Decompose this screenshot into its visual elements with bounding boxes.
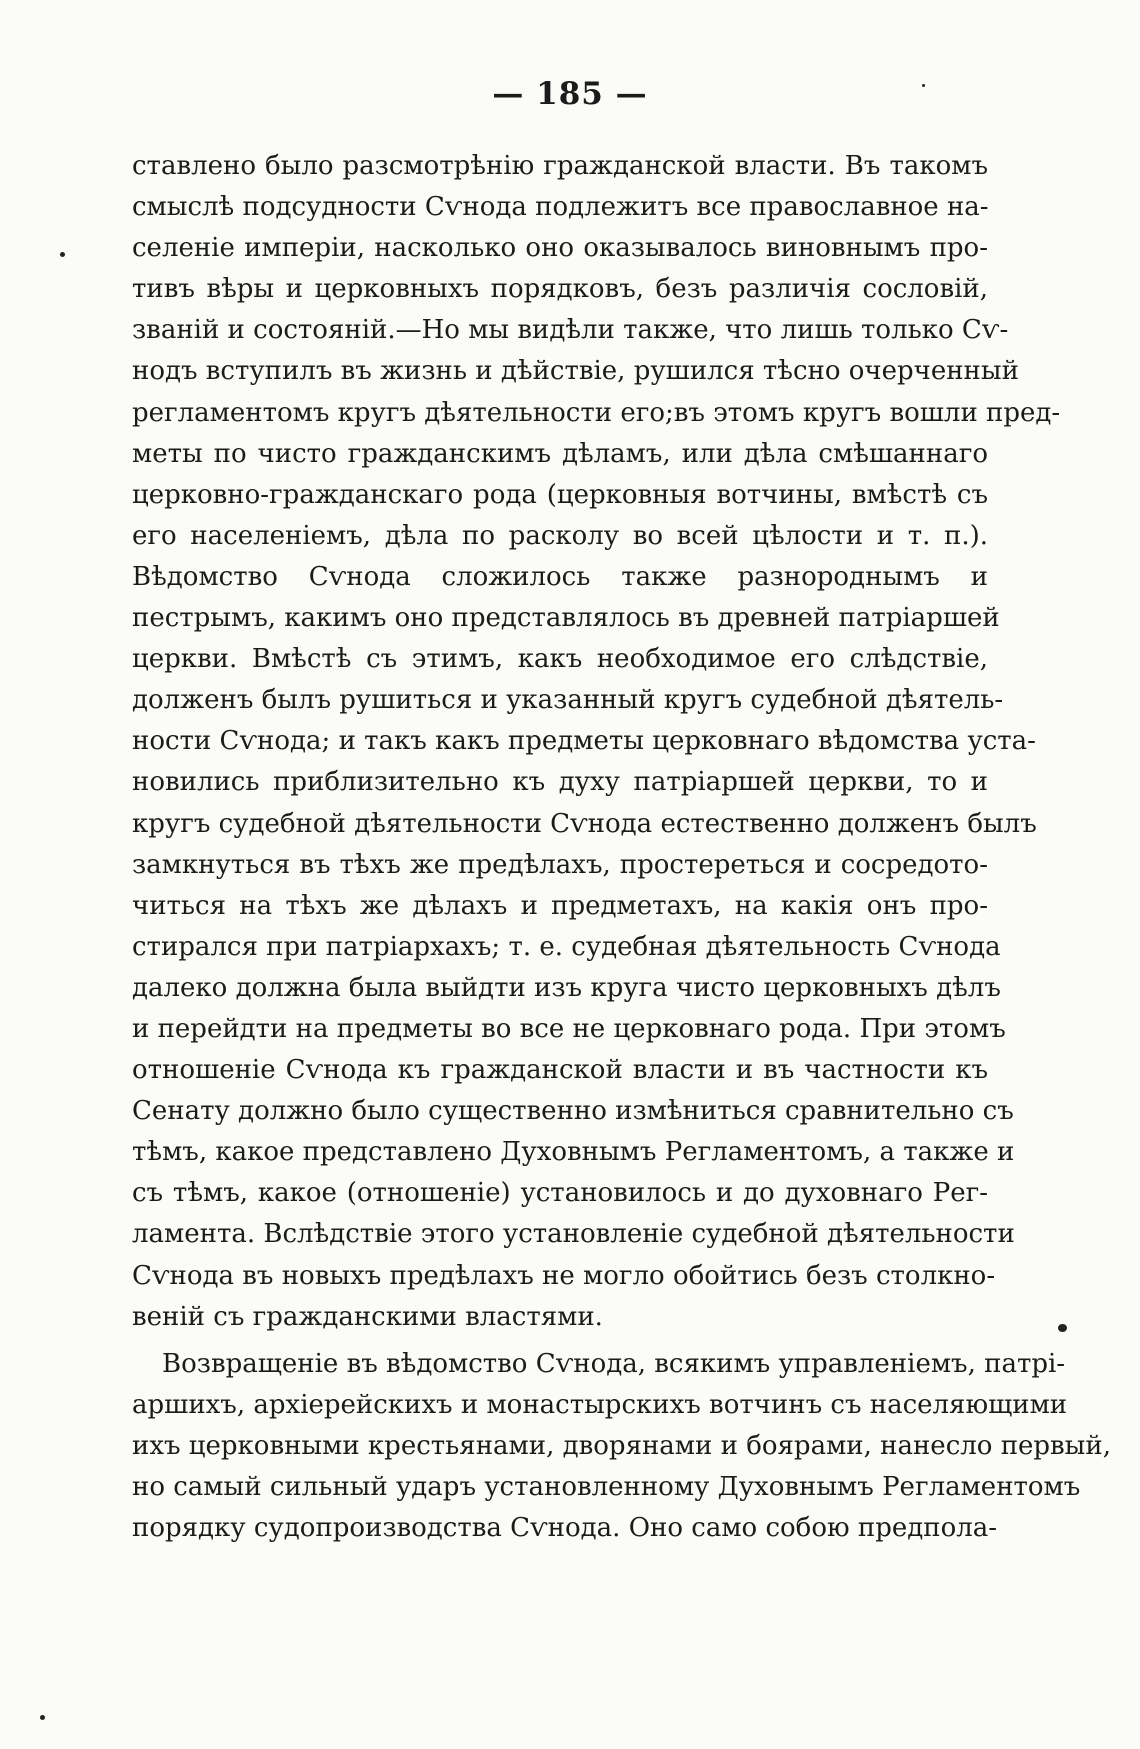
text-line: регламентомъ кругъ дѣятельности его;въ этомъ кругъ вошли пред- xyxy=(132,397,1061,428)
text-line: замкнуться въ тѣхъ же предѣлахъ, простереться и сосредото- xyxy=(132,849,988,880)
text-line: порядку судопроизводства Сѵнода. Оно само собою предпола- xyxy=(132,1513,998,1544)
text-line: Возвращеніе въ вѣдомство Сѵнода, всякимъ управленіемъ, патрі- xyxy=(162,1348,1066,1379)
text-line: ставлено было разсмотрѣнію гражданской власти. Въ такомъ xyxy=(132,151,988,181)
text-line: ихъ церковными крестьянами, дворянами и боярами, нанесло первый, xyxy=(132,1430,1111,1461)
text-line: церковно-гражданскаго рода (церковныя вотчины, вмѣстѣ съ xyxy=(132,479,988,510)
text-line: читься на тѣхъ же дѣлахъ и предметахъ, на какія онъ про- xyxy=(132,890,988,921)
text-line: но самый сильный ударъ установленному Духовнымъ Регламентомъ xyxy=(132,1472,1081,1502)
text-line: съ тѣмъ, какое (отношеніе) установилось и до духовнаго Рег- xyxy=(132,1178,988,1209)
text-line: смыслѣ подсудности Сѵнода подлежитъ все православное на- xyxy=(132,192,989,223)
text-line: пестрымъ, какимъ оно представлялось въ древней патріаршей xyxy=(132,603,1000,634)
print-speck xyxy=(60,252,65,257)
text-line: Вѣдомство Сѵнода сложилось также разнороднымъ и xyxy=(132,561,988,592)
paragraph-2 xyxy=(132,1344,1111,1549)
text-line: его населеніемъ, дѣла по расколу во всей цѣлости и т. п.). xyxy=(132,520,988,551)
print-speck xyxy=(40,1715,45,1720)
print-speck xyxy=(922,84,925,87)
text-line: аршихъ, архіерейскихъ и монастырскихъ вотчинъ съ населяющими xyxy=(132,1389,1068,1420)
page-number: — 185 — xyxy=(492,76,648,112)
text-line: тивъ вѣры и церковныхъ порядковъ, безъ различія сословій, xyxy=(132,274,988,305)
text-line: долженъ былъ рушиться и указанный кругъ судебной дѣятель- xyxy=(132,685,1004,716)
print-speck xyxy=(1058,1324,1067,1332)
text-line: церкви. Вмѣстѣ съ этимъ, какъ необходимое его слѣдствіе, xyxy=(132,644,988,675)
text-line: званій и состояній.—Но мы видѣли также, что лишь только Сѵ- xyxy=(132,315,1009,346)
text-line: ности Сѵнода; и такъ какъ предметы церковнаго вѣдомства уста- xyxy=(132,726,1036,757)
text-line: отношеніе Сѵнода къ гражданской власти и въ частности къ xyxy=(132,1055,988,1086)
text-line: тѣмъ, какое представлено Духовнымъ Регламентомъ, а также и xyxy=(132,1137,1015,1168)
body-text xyxy=(132,146,1111,1549)
text-line: селеніе имперіи, насколько оно оказывалось виновнымъ про- xyxy=(132,233,988,264)
text-line: меты по чисто гражданскимъ дѣламъ, или дѣла смѣшаннаго xyxy=(132,438,988,469)
text-line: веній съ гражданскими властями. xyxy=(132,1301,603,1332)
text-line: Сенату должно было существенно измѣниться сравнительно съ xyxy=(132,1096,1014,1127)
text-line: и перейдти на предметы во все не церковнаго рода. При этомъ xyxy=(132,1013,1006,1044)
text-line: стирался при патріархахъ; т. е. судебная дѣятельность Сѵнода xyxy=(132,931,1001,962)
text-line: Сѵнода въ новыхъ предѣлахъ не могло обойтись безъ столкно- xyxy=(132,1260,996,1291)
paragraph-1 xyxy=(132,146,1061,1338)
text-line: нодъ вступилъ въ жизнь и дѣйствіе, рушился тѣсно очерченный xyxy=(132,356,1019,387)
text-line: новились приблизительно къ духу патріаршей церкви, то и xyxy=(132,767,988,798)
text-line: далеко должна была выйдти изъ круга чисто церковныхъ дѣлъ xyxy=(132,972,1001,1003)
text-line: ламента. Вслѣдствіе этого установленіе судебной дѣятельности xyxy=(132,1219,1015,1250)
text-line: кругъ судебной дѣятельности Сѵнода естественно долженъ былъ xyxy=(132,808,1037,839)
